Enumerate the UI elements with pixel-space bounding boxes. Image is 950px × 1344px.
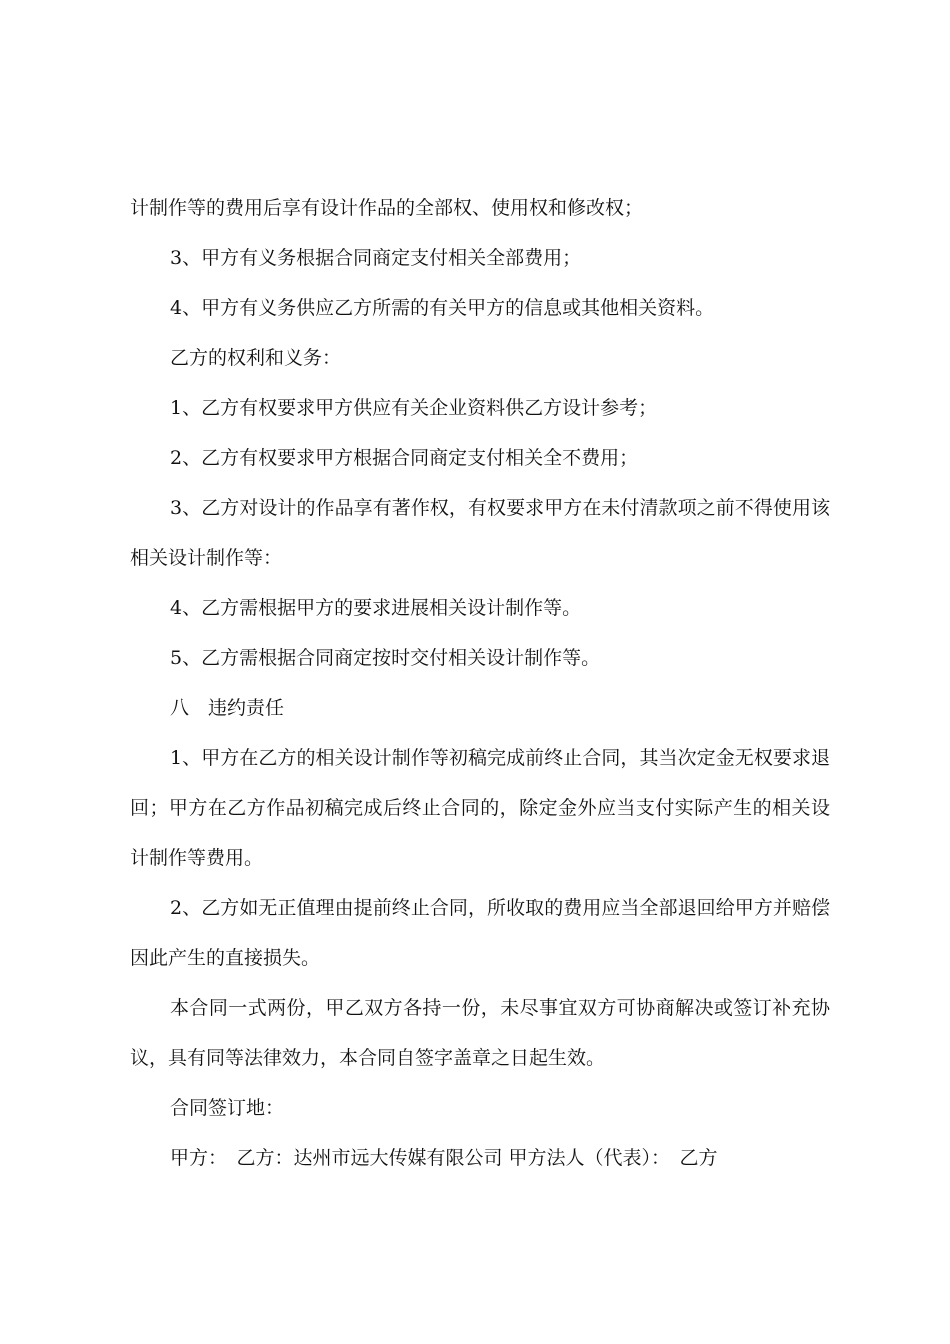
paragraph-7: 3、乙方对设计的作品享有著作权，有权要求甲方在未付清款项之前不得使用该相关设计制作等： [130,497,830,569]
paragraph-8: 4、乙方需根据甲方的要求进展相关设计制作等。 [170,597,582,619]
paragraph-3: 4、甲方有义务供应乙方所需的有关甲方的信息或其他相关资料。 [170,297,715,319]
paragraph-9: 5、乙方需根据合同商定按时交付相关设计制作等。 [170,647,601,669]
section-heading-party-b: 乙方的权利和义务： [170,347,342,369]
section-heading-liability: 八 违约责任 [170,697,285,719]
signature-line: 甲方： 乙方：达州市远大传媒有限公司 甲方法人（代表）： 乙方 [170,1147,718,1169]
document-body [130,183,830,1183]
paragraph-12: 2、乙方如无正值理由提前终止合同，所收取的费用应当全部退回给甲方并赔偿因此产生的直接损失。 [130,897,830,969]
paragraph-13: 本合同一式两份，甲乙双方各持一份，未尽事宜双方可协商解决或签订补充协议，具有同等法律效力，本合同自签字盖章之日起生效。 [130,997,830,1069]
paragraph-2: 3、甲方有义务根据合同商定支付相关全部费用； [170,247,582,269]
paragraph-5: 1、乙方有权要求甲方供应有关企业资料供乙方设计参考； [170,397,658,419]
paragraph-11: 1、甲方在乙方的相关设计制作等初稿完成前终止合同，其当次定金无权要求退回；甲方在乙方作品初稿完成后终止合同的，除定金外应当支付实际产生的相关设计制作等费用。 [130,747,830,869]
paragraph-6: 2、乙方有权要求甲方根据合同商定支付相关全不费用； [170,447,639,469]
signing-place-label: 合同签订地： [170,1097,285,1119]
paragraph-1: 计制作等的费用后享有设计作品的全部权、使用权和修改权； [130,197,644,219]
